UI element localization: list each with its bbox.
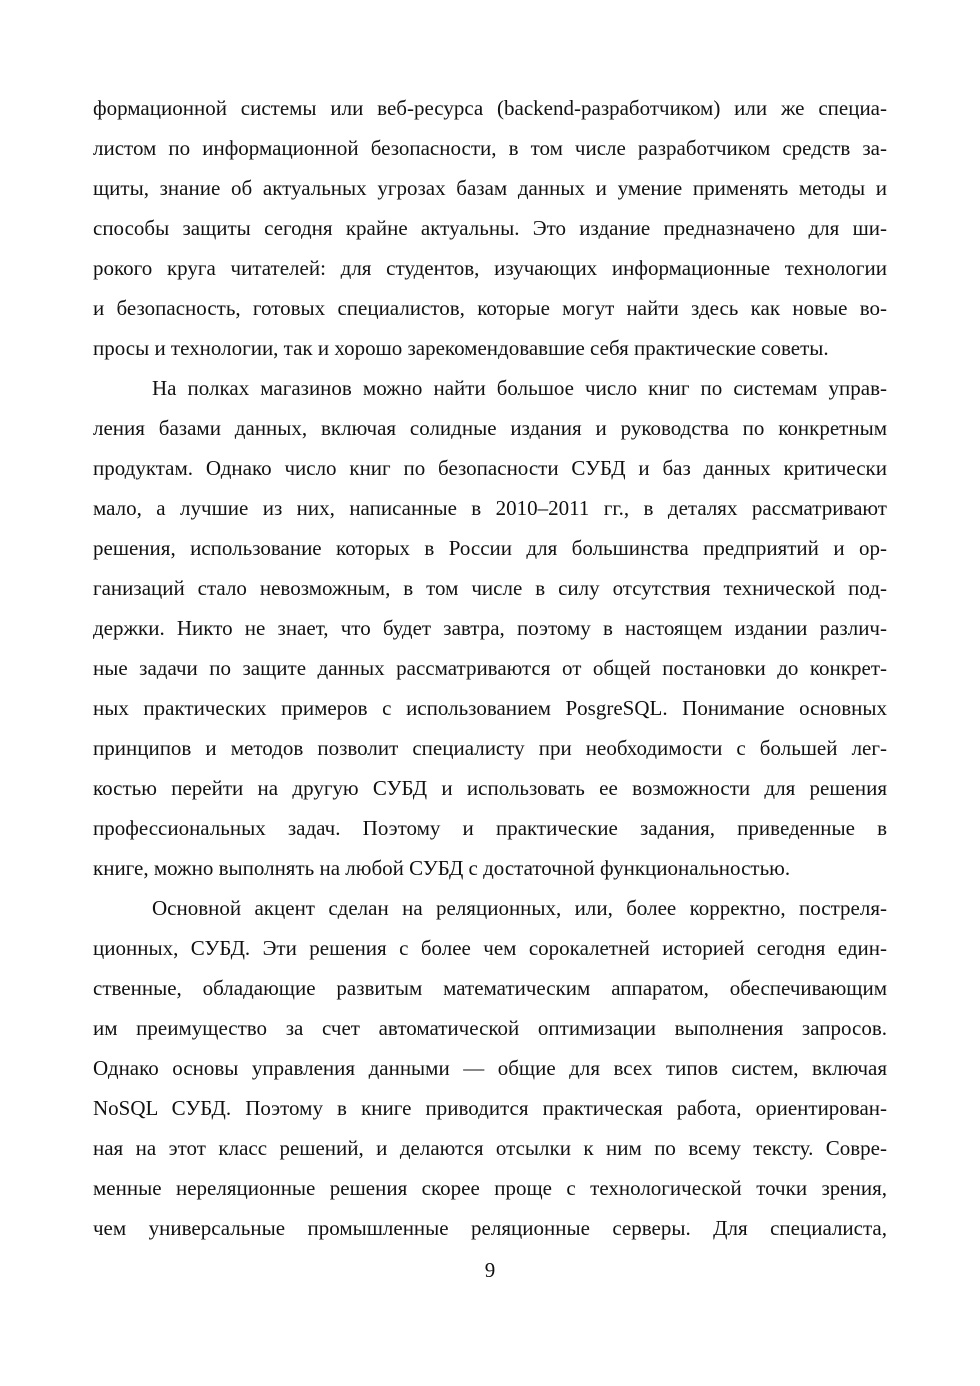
text-line: книге, можно выполнять на любой СУБД с достаточной функциональностью. <box>93 856 791 880</box>
text-line: На полках магазинов можно найти большое число книг по системам управ- <box>152 376 887 400</box>
text-line: продуктам. Однако число книг по безопасности СУБД и баз данных критически <box>93 456 887 480</box>
paragraph-3 <box>93 888 887 1248</box>
text-line: ления базами данных, включая солидные издания и руководства по конкретным <box>93 416 887 440</box>
text-line: ная на этот класс решений, и делаются отсылки к ним по всему тексту. Совре- <box>93 1136 887 1160</box>
text-line: листом по информационной безопасности, в том числе разработчиком средств за- <box>93 136 887 160</box>
text-line: держки. Никто не знает, что будет завтра, поэтому в настоящем издании различ- <box>93 616 887 640</box>
text-line: и безопасность, готовых специалистов, которые могут найти здесь как новые во- <box>93 296 887 320</box>
text-line: Основной акцент сделан на реляционных, или, более корректно, постреля- <box>152 896 887 920</box>
text-line: ных практических примеров с использованием PosgreSQL. Понимание основных <box>93 696 887 720</box>
text-line: щиты, знание об актуальных угрозах базам данных и умение применять методы и <box>93 176 887 200</box>
page-number: 9 <box>484 1258 496 1282</box>
text-line: чем универсальные промышленные реляционные серверы. Для специалиста, <box>93 1216 887 1240</box>
text-line: рокого круга читателей: для студентов, изучающих информационные технологии <box>93 256 887 280</box>
text-line: костью перейти на другую СУБД и использовать ее возможности для решения <box>93 776 887 800</box>
text-line: менные нереляционные решения скорее проще с технологической точки зрения, <box>93 1176 887 1200</box>
text-line: ные задачи по защите данных рассматриваются от общей постановки до конкрет- <box>93 656 887 680</box>
text-line: принципов и методов позволит специалисту при необходимости с большей лег- <box>93 736 887 760</box>
paragraph-2 <box>93 368 887 888</box>
text-line: формационной системы или веб-ресурса (backend-разработчиком) или же специа- <box>93 96 887 120</box>
text-line: мало, а лучшие из них, написанные в 2010–2011 гг., в деталях рассматривают <box>93 496 887 520</box>
text-body <box>93 88 887 1248</box>
text-line: просы и технологии, так и хорошо зарекомендовавшие себя практические советы. <box>93 336 829 360</box>
text-line: профессиональных задач. Поэтому и практические задания, приведенные в <box>93 816 887 840</box>
text-line: NoSQL СУБД. Поэтому в книге приводится практическая работа, ориентирован- <box>93 1096 887 1120</box>
text-line: им преимущество за счет автоматической оптимизации выполнения запросов. <box>93 1016 887 1040</box>
text-line: ганизаций стало невозможным, в том числе в силу отсутствия технической под- <box>93 576 887 600</box>
text-line: ционных, СУБД. Эти решения с более чем сорокалетней историей сегодня един- <box>93 936 887 960</box>
text-line: Однако основы управления данными — общие для всех типов систем, включая <box>93 1056 887 1080</box>
text-line: решения, использование которых в России для большинства предприятий и ор- <box>93 536 887 560</box>
paragraph-1 <box>93 88 887 368</box>
text-line: ственные, обладающие развитым математическим аппаратом, обеспечивающим <box>93 976 887 1000</box>
text-line: способы защиты сегодня крайне актуальны. Это издание предназначено для ши- <box>93 216 887 240</box>
